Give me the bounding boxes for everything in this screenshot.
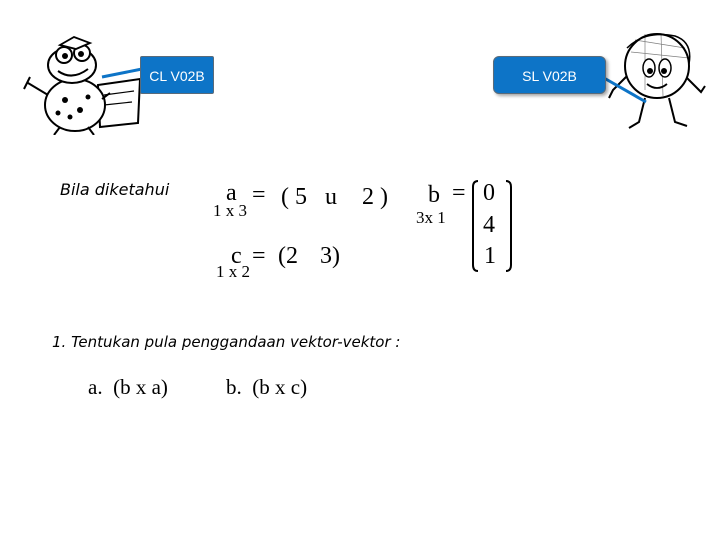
vector-b-entry: 1: [484, 243, 496, 269]
vector-a-close: 2 ): [362, 184, 388, 210]
vector-b-eq: =: [452, 180, 466, 206]
vector-a-dim: 1 x 3: [213, 201, 247, 220]
part-b: b. (b x c): [226, 375, 308, 399]
vector-b-name: b: [428, 182, 440, 208]
vector-b-entry: 0: [483, 180, 495, 206]
vector-a-mid: u: [325, 184, 337, 210]
vector-b-entry: 4: [483, 212, 495, 238]
question-text: 1. Tentukan pula penggandaan vektor-vektor :: [52, 333, 401, 351]
intro-text: Bila diketahui: [60, 180, 170, 199]
vector-a-name: a: [226, 180, 237, 206]
vector-c-name: c: [231, 243, 242, 269]
frog-teacher-icon: [20, 35, 145, 135]
pointer-line: [100, 55, 145, 85]
cl-label: CL V02B: [140, 56, 214, 94]
vector-c-close: 3): [320, 243, 340, 269]
vector-a-open: ( 5: [281, 184, 307, 210]
vector-c-open: (2: [278, 243, 298, 269]
vector-a-eq: =: [252, 182, 266, 208]
vector-c-dim: 1 x 2: [216, 262, 250, 281]
part-a: a. (b x a): [88, 375, 168, 399]
sl-label: SL V02B: [493, 56, 606, 94]
pointer-line-right: [600, 70, 650, 110]
vector-b-dim: 3x 1: [416, 208, 446, 227]
vector-c-eq: =: [252, 243, 266, 269]
